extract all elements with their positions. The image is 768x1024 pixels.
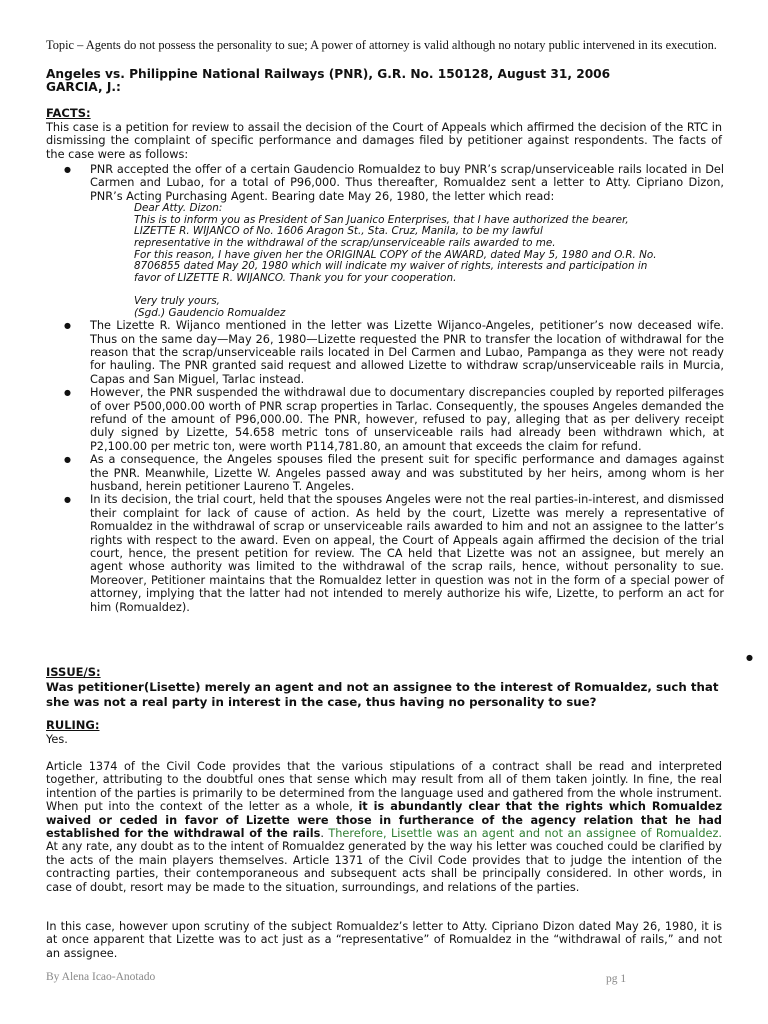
facts-bullet-3 <box>64 386 724 453</box>
facts-bullet-4 <box>64 453 724 493</box>
ruling-text: Article 1374 of the Civil Code provides that the various stipulations of a contract shall be read and interpreted together, attributing to the doubtful ones that sense which may result from all of them taken jointly. In fine, the real intention of the parties is primarily to be determined from the language used and gathered from the whole instrument. When put into the context of the letter as a whole, <box>46 760 722 814</box>
facts-bullet-5 <box>64 493 724 614</box>
facts-bullet-text: However, the PNR suspended the withdrawal due to documentary discrepancies coupled by reported pilferages of over P500,000.00 worth of PNR scrap properties in Tarlac. Consequently, the spouses Angeles demanded the refund of the amount of P96,000.00. The PNR, however, refused to pay, alleging that as per delivery receipt duly signed by Lizette, 54.658 metric tons of unserviceable rails had already been withdrawn which, at P2,100.00 per metric ton, were worth P114,781.80, an amount that exceeds the claim for refund. <box>90 386 724 453</box>
letter-closing: Very truly yours, <box>134 294 220 307</box>
letter-line: LIZETTE R. WIJANCO of No. 1606 Aragon St., Sta. Cruz, Manila, to be my lawful <box>134 225 543 238</box>
facts-bullet-text: In its decision, the trial court, held that the spouses Angeles were not the real parties-in-interest, and dismissed their complaint for lack of cause of action. As held by the court, Lizette was merely a representative of Romualdez in the withdrawal of scrap or unserviceable rails awarded to him and not an assignee to the latter’s rights with respect to the award. Even on appeal, the Court of Appeals again affirmed the decision of the trial court, hence, the present petition for review. The CA held that Lizette was not an assignee, but merely an agent whose authority was limited to the withdrawal of the scrap rails, hence, without personality to sue. Moreover, Petitioner maintains that the Romualdez letter in question was not in the form of a special power of attorney, implying that the latter had not intended to merely authorize his wife, Lizette, to perform an act for him (Romualdez). <box>90 493 724 614</box>
ruling-paragraph-2: In this case, however upon scrutiny of the subject Romualdez’s letter to Atty. Cipriano Dizon dated May 26, 1980, it is at once apparent that Lizette was to act just as a “representative” of Romualdez in the “withdrawal of rails,” and not an assignee. <box>46 920 722 960</box>
stray-bullet-marker: ● <box>746 653 753 662</box>
facts-intro: This case is a petition for review to assail the decision of the Court of Appeals which affirmed the decision of the RTC in dismissing the complaint of specific performance and damages filed by petitioner against respondents. The facts of the case were as follows: <box>46 121 722 161</box>
facts-heading: FACTS: <box>46 106 91 120</box>
ruling-answer: Yes. <box>46 733 68 746</box>
letter-line: 8706855 dated May 20, 1980 which will indicate my waiver of rights, interests and participation in <box>134 260 648 273</box>
quoted-letter <box>134 203 724 319</box>
facts-bullet-text: PNR accepted the offer of a certain Gaudencio Romualdez to buy PNR’s scrap/unserviceable rails located in Del Carmen and Lubao, for a total of P96,000. Thus thereafter, Romualdez sent a letter to Atty. Cipriano Dizon, PNR’s Acting Purchasing Agent. Bearing date May 26, 1980, the letter which read: <box>90 163 724 203</box>
letter-line: favor of LIZETTE R. WIJANCO. Thank you for your cooperation. <box>134 271 457 284</box>
ruling-emphasis: it is abundantly clear that the rights which Romualdez waived or ceded in favor of Lizette were those in furtherance of the agency relation that he had established for the withdrawal of the rails <box>46 800 723 841</box>
facts-list <box>64 163 724 614</box>
facts-bullet-text: The Lizette R. Wijanco mentioned in the letter was Lizette Wijanco-Angeles, petitioner’s now deceased wife. Thus on the same day—May 26, 1980—Lizette requested the PNR to transfer the location of withdrawal for the reason that the scrap/unserviceable rails located in Del Carmen and Lubao, Pampanga as they were not ready for hauling. The PNR granted said request and allowed Lizette to withdraw scrap/unserviceable rails in Murcia, Capas and San Miguel, Tarlac instead. <box>90 319 724 386</box>
ponente: GARCIA, J.: <box>46 80 121 94</box>
ruling-text: At any rate, any doubt as to the intent of Romualdez generated by the way his letter was couched could be clarified by the acts of the main players themselves. Article 1371 of the Civil Code provides that to judge the intention of the contracting parties, their contemporaneous and subsequent acts shall be principally considered. In other words, in case of doubt, resort may be made to the situation, surroundings, and relations of the parties. <box>46 840 722 894</box>
letter-salutation: Dear Atty. Dizon: <box>134 202 223 215</box>
page-number: pg 1 <box>606 973 627 985</box>
ruling-period: . <box>320 827 324 841</box>
ruling-heading: RULING: <box>46 718 100 732</box>
footer-author: By Alena Icao-Anotado <box>46 971 156 983</box>
issue-heading: ISSUE/S: <box>46 665 101 679</box>
topic-line: Topic – Agents do not possess the personality to sue; A power of attorney is valid although no notary public intervened in its execution. <box>46 38 717 52</box>
facts-bullet-2 <box>64 319 724 386</box>
ruling-paragraph-1 <box>46 760 722 894</box>
facts-bullet-1 <box>64 163 724 319</box>
letter-line: This is to inform you as President of San Juanico Enterprises, that I have authorized the bearer, <box>134 213 629 226</box>
letter-signature: (Sgd.) Gaudencio Romualdez <box>134 306 286 319</box>
letter-line: For this reason, I have given her the ORIGINAL COPY of the AWARD, dated May 5, 1980 and O.R. No. <box>134 248 657 261</box>
issue-question: Was petitioner(Lisette) merely an agent and not an assignee to the interest of Romualdez, such that she was not a real party in interest in the case, thus having no personality to sue? <box>46 680 719 709</box>
facts-bullet-text: As a consequence, the Angeles spouses filed the present suit for specific performance and damages against the PNR. Meanwhile, Lizette W. Angeles passed away and was substituted by her heirs, among whom is her husband, herein petitioner Laureno T. Angeles. <box>90 453 724 494</box>
letter-line: representative in the withdrawal of the scrap/unserviceable rails awarded to me. <box>134 237 556 249</box>
case-title: Angeles vs. Philippine National Railways (PNR), G.R. No. 150128, August 31, 2006 <box>46 67 611 81</box>
ruling-conclusion-highlight: Therefore, Lisettle was an agent and not an assignee of Romualdez. <box>328 827 723 841</box>
